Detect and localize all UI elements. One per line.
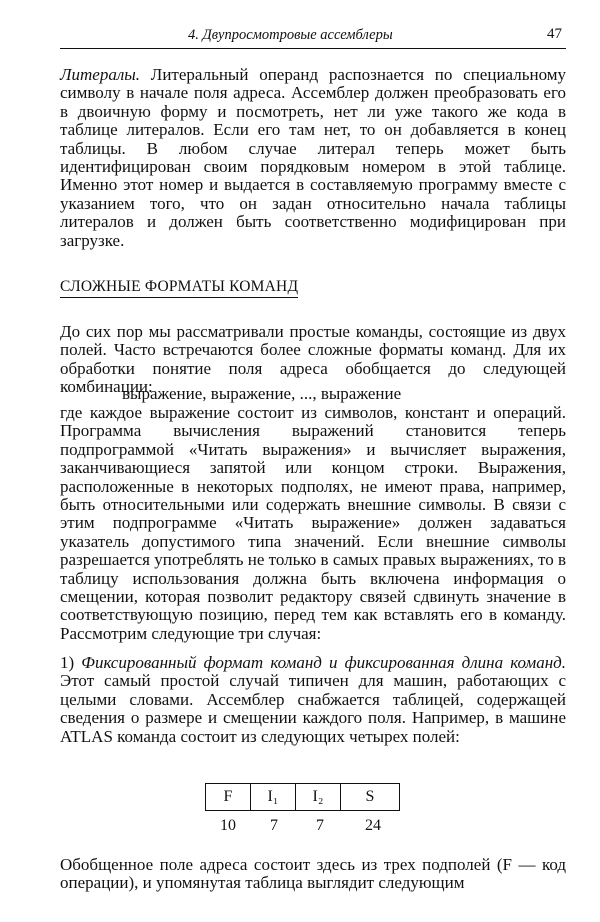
page-number: 47 [547, 26, 562, 42]
running-header [60, 26, 566, 49]
literals-lead: Литералы. [60, 65, 141, 84]
field-cell: F [206, 784, 251, 811]
expression-paragraph: где каждое выражение состоит из символов, констант и операций. Программа вычисления выражений становится теперь подпрограммой «Читать выражения» и вычисляет выражения, заканчивающиеся запятой или концом строки. Выражения, расположенные в некоторых подполях, не имеют права, например, быть относительными или содержать внешние символы. В связи с этим подпрограмме «Читать выражение» должен задаваться указатель допустимого типа значений. Если внешние символы разрешается употреблять не только в самых правых выражениях, то в таблицу использования должна быть включена информация о смещении, которая позволит редактору связей сдвинуть значение в соответствующую позицию, перед тем как вставлять его в команду. Рассмотрим следующие три случая: [60, 403, 566, 643]
expression-line: выражение, выражение, ..., выражение [122, 384, 402, 403]
field-size: 7 [270, 817, 278, 834]
case1-lead: Фиксированный формат команд и фиксированная длина команд. [81, 653, 566, 672]
field-size: 10 [220, 817, 236, 834]
field-size: 7 [316, 817, 324, 834]
field-size: 24 [365, 817, 381, 834]
section-heading: СЛОЖНЫЕ ФОРМАТЫ КОМАНД [60, 278, 298, 298]
atlas-instruction-format-table [205, 783, 400, 811]
case1-paragraph [60, 654, 566, 746]
case1-text: Этот самый простой случай типичен для машин, работающих с целыми словами. Ассемблер снабжается таблицей, содержащей сведения о размере и смещении каждого поля. Например, в машине ATLAS команда состоит из следующих четырех полей: [60, 671, 566, 746]
closing-paragraph: Обобщенное поле адреса состоит здесь из трех подполей (F — код операции), и упомянутая таблица выглядит следующим [60, 855, 566, 893]
intro-paragraph: До сих пор мы рассматривали простые команды, состоящие из двух полей. Часто встречаются более сложные форматы команд. Для их обработки понятие поля адреса обобщается до следующей комбинации: [60, 322, 566, 397]
field-cell: I₂ [296, 784, 341, 811]
running-header-title: 4. Двупросмотровые ассемблеры [188, 27, 393, 43]
literals-text: Литеральный операнд распознается по специальному символу в начале поля адреса. Ассемблер должен преобразовать его в двоичную форму и посмотреть, нет ли уже такого же кода в таблице литералов. Если его там нет, то он добавляется в конец таблицы. В любом случае литерал теперь может быть идентифицирован своим порядковым номером в этой таблице. Именно этот номер и выдается в составляемую программу вместе с указанием того, что он задан относительно начала таблицы литералов и должен быть соответственно модифицирован при загрузке. [60, 65, 566, 250]
field-cell: S [341, 784, 400, 811]
field-cell: I₁ [251, 784, 296, 811]
case1-number: 1) [60, 653, 75, 672]
literals-paragraph [60, 66, 566, 250]
book-page [60, 0, 566, 922]
